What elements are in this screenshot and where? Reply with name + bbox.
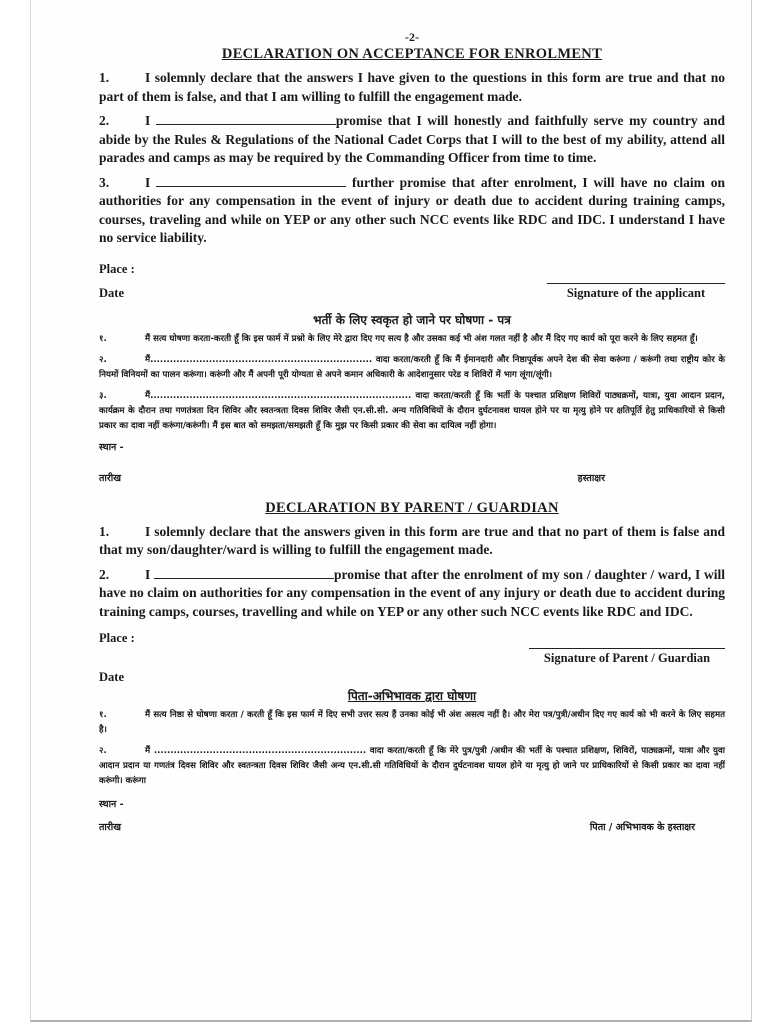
para-text: वादा करता/करती हूँ कि मैं ईमानदारी और निष्ठापूर्वक अपने देश की सेवा करूंगा / करूंगी तथा राष्ट्रीय कोर के नियमों विनियमों का पालन करूंगा। करूंगी और मैं अपनी पूरी योग्यता से अपने कमान अधिकारी के आदेशानुसार परेड व शिविरों में भाग लूंगा/लूंगी। [99, 354, 725, 380]
para-number: १. [99, 333, 107, 344]
applicant-signature-field[interactable]: Signature of the applicant [547, 283, 725, 301]
page-content [99, 30, 725, 833]
guardian-hindi-place-label: स्थान - [99, 799, 124, 810]
para-number: 1. [99, 70, 110, 85]
para-number: १. [99, 710, 107, 720]
para-prefix: मैं [145, 746, 151, 756]
para-text: मैं सत्य निष्ठा से घोषणा करता / करती हूँ कि इस फार्म में दिए सभी उत्तर सत्य हैं उनका कोई भी अंश असत्य नहीं है। और मेरा पत्र/पुत्री/अधीन दिए गए कार्य को भी करने के लिए सहमत है। [99, 710, 725, 735]
para-number: 2. [99, 566, 110, 582]
date-signature-row [99, 283, 725, 301]
para-text: वादा करता/करती हूँ कि मेरे पुत्र/पुत्री /अधीन की भर्ती के पश्चात प्रशिक्षण, शिविरों, पाठ्यक्रमों, यात्रा और युवा आदान प्रदान या गणतंत्र दिवस शिविर और स्वतन्त्रता दिवस शिविर जैसी अन्य एन.सी.सी गतिविधियों के दौरान दुर्घटनावश घायल होने या मृत्यु हो जाने पर प्राधिकारियों से किसी प्रकार का दावा नहीं करूंगी। करूंगा [99, 746, 725, 786]
para-number: ३. [99, 390, 107, 401]
para-text: वादा करता/करती हूँ कि भर्ती के पश्चात प्रशिक्षण शिविरों पाठ्यक्रमों, यात्रा, युवा आदान प्रदान, कार्यक्रम के दौरान तथा गणतंत्रता दिन शिविर और स्वतन्त्रता दिवस शिविर जैसी एन.सी.सी. अन्य गतिविधियों के दौरान दुर्घटनावश घायल होने पर या मृत्यु होने पर क्षतिपूर्ति हेतु प्राधिकारियों से किसी प्रकार का दावा नहीं करूंगा/करूंगी। मैं इस बात को समझता/समझती हूँ कि मुझ पर किसी प्रकार की सेवा का दायित्व नहीं होगा। [99, 390, 725, 431]
guardian-hindi-title [99, 687, 725, 704]
para-prefix: मैं [145, 354, 151, 365]
enrolment-para-2 [99, 112, 725, 168]
guardian-title: DECLARATION BY PARENT / GUARDIAN [265, 499, 559, 516]
enrolment-hindi-para-1 [99, 332, 725, 347]
para-text: further promise that after enrolment, I will have no claim on authorities for any compensation in the event of injury or death due to accident during training camps, courses, traveling and while on YEP or any other such NCC events like RDC and IDC. I understand I have no service liability. [99, 174, 726, 245]
guardian-para-1 [99, 523, 725, 560]
para-text: promise that I will honestly and faithfully serve my country and abide by the Rules & Regulations of the National Cadet Corps that I will to the best of my ability, attend all parades and camps as may be required by the Commanding Officer from time to time. [99, 113, 726, 165]
enrolment-hindi-title: भर्ती के लिए स्वकृत हो जाने पर घोषणा - पत्र [313, 312, 511, 327]
document-page [30, 0, 752, 1022]
enrolment-para-1 [99, 69, 725, 106]
guardian-hindi-date-signature-row [99, 820, 725, 833]
place-label: Place : [99, 261, 135, 276]
para-number: 2. [99, 113, 110, 128]
guardian-hindi-para-1 [99, 708, 725, 738]
guardian-hindi-title-text: पिता-अभिभावक द्वारा घोषणा [347, 689, 477, 703]
guardian-date-label: Date [99, 670, 124, 684]
page-number: -2- [405, 30, 419, 44]
dotted-blank-field[interactable]: .................................................................... [150, 354, 373, 365]
name-blank-field[interactable] [154, 566, 334, 579]
dotted-blank-field[interactable]: ................................................................................ [150, 390, 412, 401]
para-number: 1. [99, 523, 110, 539]
enrolment-para-3 [99, 174, 725, 248]
dotted-blank-field[interactable]: ................................................................. [153, 746, 367, 756]
para-number: 3. [99, 174, 110, 190]
para-prefix: I [145, 113, 151, 128]
hindi-signature-label: हस्ताक्षर [577, 472, 605, 484]
guardian-place-label: Place : [99, 631, 135, 645]
para-prefix: I [145, 174, 151, 190]
hindi-date-label: तारीख [99, 472, 121, 484]
hindi-place-label: स्थान - [99, 441, 124, 453]
name-blank-field[interactable] [156, 174, 346, 187]
para-prefix: I [145, 566, 151, 582]
enrolment-title: DECLARATION ON ACCEPTANCE FOR ENROLMENT [221, 46, 603, 62]
date-label: Date [99, 285, 124, 300]
guardian-signature-field[interactable]: Signature of Parent / Guardian [529, 648, 725, 666]
para-text: promise that after the enrolment of my son / daughter / ward, I will have no claim on authorities for any compensation in the event of any injury or death due to accident during training camps, courses, travelling and while on YEP or any other such NCC events like RDC and IDC. [99, 566, 726, 619]
name-blank-field[interactable] [156, 112, 336, 125]
enrolment-hindi-para-3 [99, 389, 725, 434]
para-number: २. [99, 746, 107, 756]
hindi-date-signature-row [99, 471, 725, 484]
guardian-hindi-signature-label: पिता / अभिभावक के हस्ताक्षर [589, 822, 695, 833]
enrolment-hindi-para-2 [99, 353, 725, 383]
para-text: मैं सत्य घोषणा करता-करती हूँ कि इस फार्म में प्रश्नो के लिए मेरे द्वारा दिए गए सत्य है और उसका कई भी अंश गलत नहीं है और मैं दिए गए कार्य को पूरा करने के लिए सहमत हूँ। [145, 333, 698, 344]
guardian-signature-row [99, 648, 725, 666]
guardian-hindi-date-label: तारीख [99, 822, 121, 833]
para-prefix: मैं [145, 390, 151, 401]
guardian-hindi-para-2 [99, 744, 725, 789]
para-text: I solemnly declare that the answers given in this form are true and that no part of them is false and that my son/daughter/ward is willing to fulfill the engagement made. [99, 523, 725, 557]
para-text: I solemnly declare that the answers I have given to the questions in this form are true and that no part of them is false, and that I am willing to fulfill the engagement made. [99, 70, 725, 104]
guardian-para-2 [99, 566, 725, 622]
para-number: २. [99, 354, 107, 365]
